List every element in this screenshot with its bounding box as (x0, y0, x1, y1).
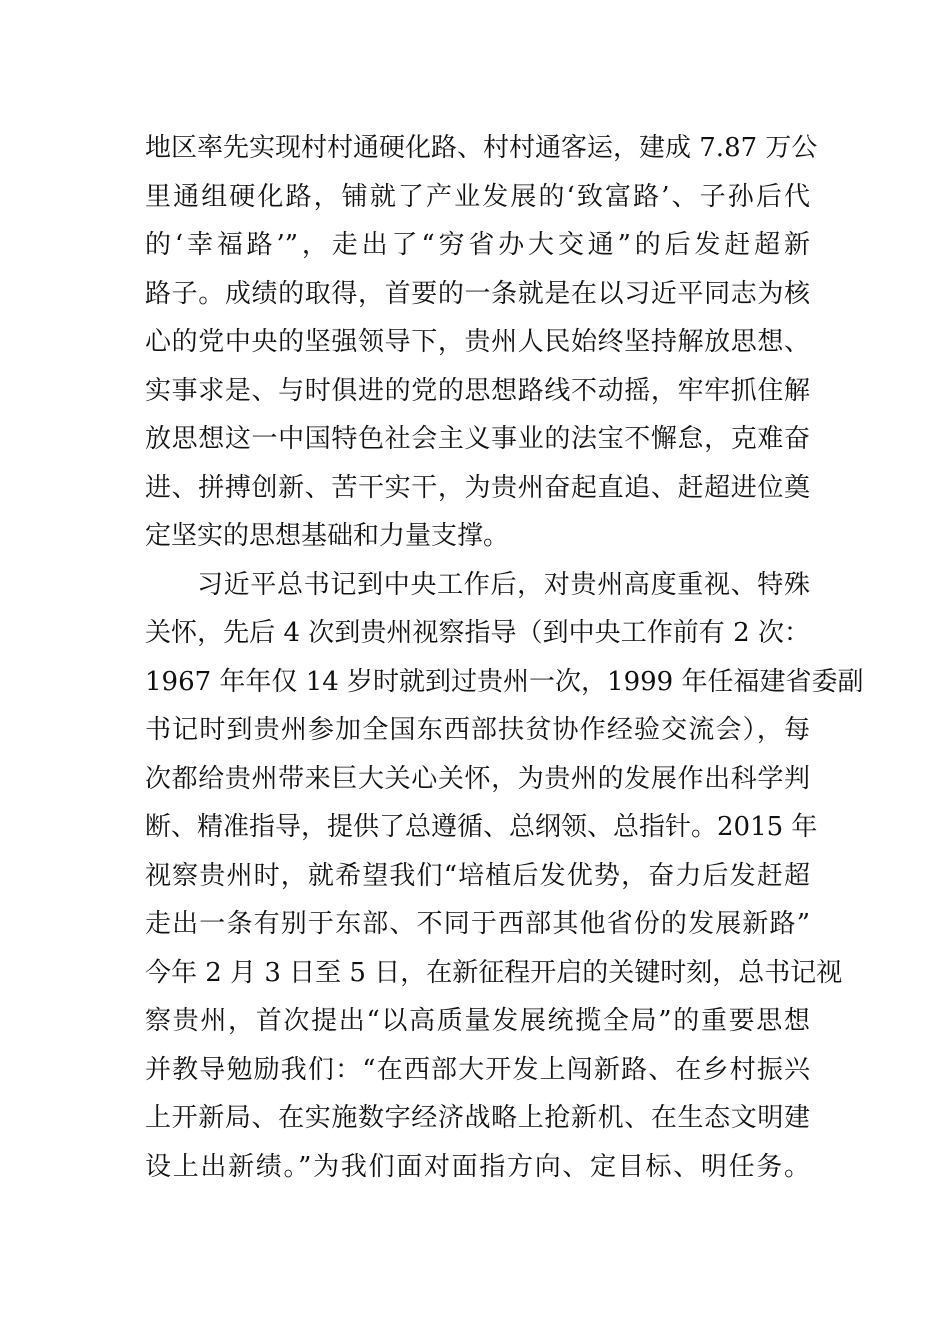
text-line: 定坚实的思想基础和力量支撑。 (145, 521, 510, 551)
text-line: 实事求是、与时俱进的党的思想路线不动摇，牢牢抓住解 (145, 375, 810, 406)
text-line: 断、精准指导，提供了总遵循、总纲领、总指针。2015 年 (145, 812, 818, 842)
text-line: 察贵州，首次提出“以高质量发展统揽全局”的重要思想 (145, 1006, 810, 1036)
body-text (145, 124, 864, 1191)
text-line: 今年 2 月 3 日至 5 日，在新征程开启的关键时刻，总书记视 (145, 957, 843, 988)
text-line: 进、拼搏创新、苦干实干，为贵州奋起直追、赶超进位奠 (145, 472, 810, 503)
text-line: 里通组硬化路，铺就了产业发展的‘致富路’、子孙后代 (145, 181, 810, 212)
text-line: 走出一条有别于东部、不同于西部其他省份的发展新路” (145, 909, 810, 939)
text-line: 放思想这一中国特色社会主义事业的法宝不懈怠，克难奋 (145, 424, 810, 454)
text-line: 设上出新绩。”为我们面对面指方向、定目标、明任务。 (145, 1151, 810, 1182)
text-line: 的‘幸福路’”，走出了“穷省办大交通”的后发赶超新 (145, 230, 810, 260)
text-line: 路子。成绩的取得，首要的一条就是在以习近平同志为核 (145, 278, 810, 309)
text-line: 上开新局、在实施数字经济战略上抢新机、在生态文明建 (145, 1103, 810, 1133)
text-line: 视察贵州时，就希望我们“培植后发优势，奋力后发赶超 (145, 860, 810, 891)
text-line: 关怀，先后 4 次到贵州视察指导（到中央工作前有 2 次： (145, 618, 810, 648)
text-line: 并教导勉励我们：“在西部大开发上闯新路、在乡村振兴 (145, 1054, 810, 1085)
paragraph-start-line: 习近平总书记到中央工作后，对贵州高度重视、特殊 (197, 569, 810, 600)
text-line: 1967 年年仅 14 岁时就到过贵州一次，1999 年任福建省委副 (145, 666, 864, 697)
text-line: 心的党中央的坚强领导下，贵州人民始终坚持解放思想、 (145, 327, 810, 357)
text-line: 地区率先实现村村通硬化路、村村通客运，建成 7.87 万公 (145, 133, 818, 163)
text-line: 次都给贵州带来巨大关心关怀，为贵州的发展作出科学判 (145, 763, 810, 794)
text-line: 书记时到贵州参加全国东西部扶贫协作经验交流会），每 (145, 715, 810, 745)
